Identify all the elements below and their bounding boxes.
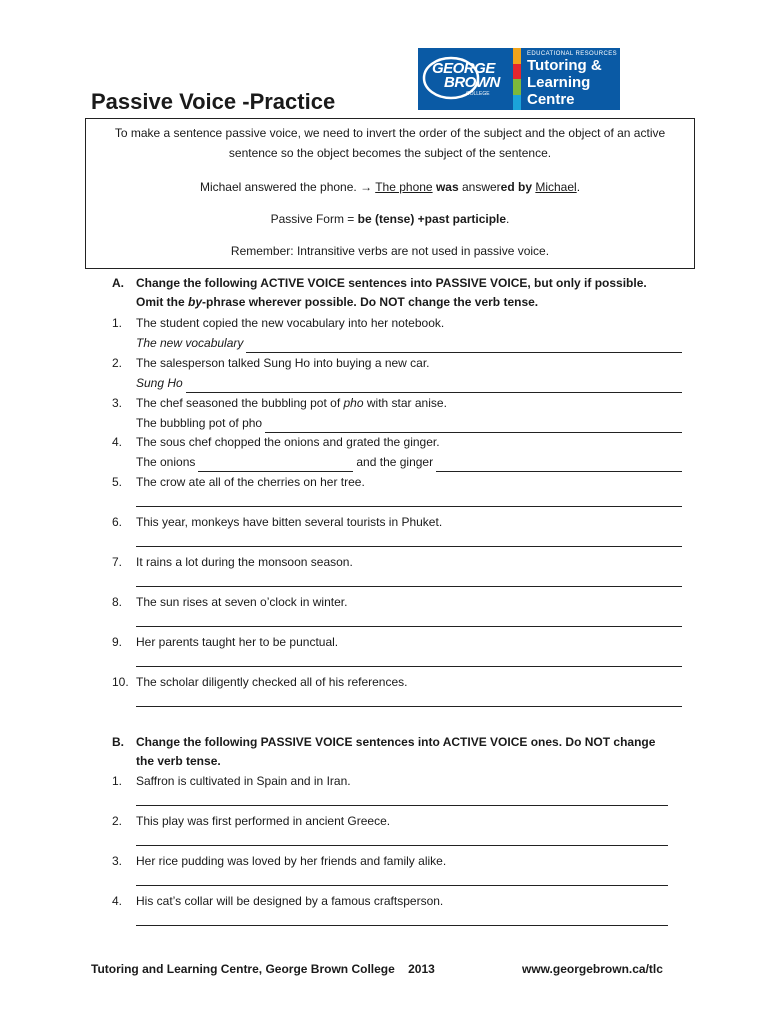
logo-name1: Tutoring & — [527, 57, 602, 74]
exercise-b4: 4. His cat’s collar will be designed by a famous craftsperson. — [112, 891, 668, 926]
answer-line[interactable] — [136, 572, 682, 587]
exercise-a9: 9. Her parents taught her to be punctual. — [112, 632, 682, 667]
exercise-b3: 3. Her rice pudding was loved by her friends and family alike. — [112, 851, 668, 886]
answer-line[interactable] — [198, 457, 353, 472]
exercise-a7: 7. It rains a lot during the monsoon season. — [112, 552, 682, 587]
info-intro: To make a sentence passive voice, we need to invert the order of the subject and the object of an active sentence so the object becomes the subject of the sentence. — [114, 126, 666, 160]
exercise-a2: 2. The salesperson talked Sung Ho into buying a new car. Sung Ho — [112, 353, 682, 393]
exercise-a6: 6. This year, monkeys have bitten several tourists in Phuket. — [112, 512, 682, 547]
logo-color-stripes — [513, 48, 521, 110]
answer-line[interactable] — [436, 457, 682, 472]
logo-line1: GEORGE — [432, 60, 495, 77]
section-a-heading: A. Change the following ACTIVE VOICE sentences into PASSIVE VOICE, but only if possible. Omit the by-phrase wherever possible. Do NOT change the verb tense. — [112, 276, 647, 309]
answer-line[interactable] — [186, 378, 682, 393]
footer-left: Tutoring and Learning Centre, George Brown College 2013 — [91, 962, 435, 976]
section-b-heading: B. Change the following PASSIVE VOICE sentences into ACTIVE VOICE ones. Do NOT change the verb tense. — [112, 735, 656, 768]
info-passive-form: Passive Form = be (tense) +past participle. — [270, 212, 510, 226]
exercise-a4: 4. The sous chef chopped the onions and grated the ginger. The onions and the ginger — [112, 432, 682, 472]
logo-name2: Learning Centre — [527, 74, 591, 108]
logo-line3: COLLEGE — [466, 91, 490, 97]
info-remember: Remember: Intransitive verbs are not used in passive voice. — [230, 244, 550, 258]
answer-line[interactable] — [136, 532, 682, 547]
answer-line[interactable] — [136, 871, 668, 886]
exercise-a5: 5. The crow ate all of the cherries on her tree. — [112, 472, 682, 507]
footer-url: www.georgebrown.ca/tlc — [522, 962, 663, 976]
exercise-a8: 8. The sun rises at seven o’clock in winter. — [112, 592, 682, 627]
exercise-b1: 1. Saffron is cultivated in Spain and in Iran. — [112, 771, 668, 806]
answer-line[interactable] — [136, 692, 682, 707]
exercise-b2: 2. This play was first performed in ancient Greece. — [112, 811, 668, 846]
answer-line[interactable] — [265, 418, 682, 433]
page-title: Passive Voice -Practice — [91, 89, 336, 114]
answer-line[interactable] — [136, 911, 668, 926]
exercise-a1: 1. The student copied the new vocabulary into her notebook. The new vocabulary — [112, 313, 682, 353]
info-box — [85, 118, 695, 269]
answer-line[interactable] — [136, 652, 682, 667]
exercise-a3: 3. The chef seasoned the bubbling pot of pho with star anise. The bubbling pot of pho — [112, 393, 682, 433]
answer-line[interactable] — [136, 492, 682, 507]
answer-line[interactable] — [136, 791, 668, 806]
college-logo — [418, 48, 620, 110]
logo-line2: BROWN — [444, 74, 500, 91]
exercise-a10: 10. The scholar diligently checked all of his references. — [112, 672, 682, 707]
logo-centre-name — [521, 48, 620, 110]
answer-line[interactable] — [246, 338, 682, 353]
answer-line[interactable] — [136, 831, 668, 846]
info-example: Michael answered the phone. → The phone was answered by Michael. — [199, 180, 581, 194]
logo-kicker: EDUCATIONAL RESOURCES — [527, 51, 618, 57]
logo-wordmark — [418, 48, 513, 110]
answer-line[interactable] — [136, 612, 682, 627]
